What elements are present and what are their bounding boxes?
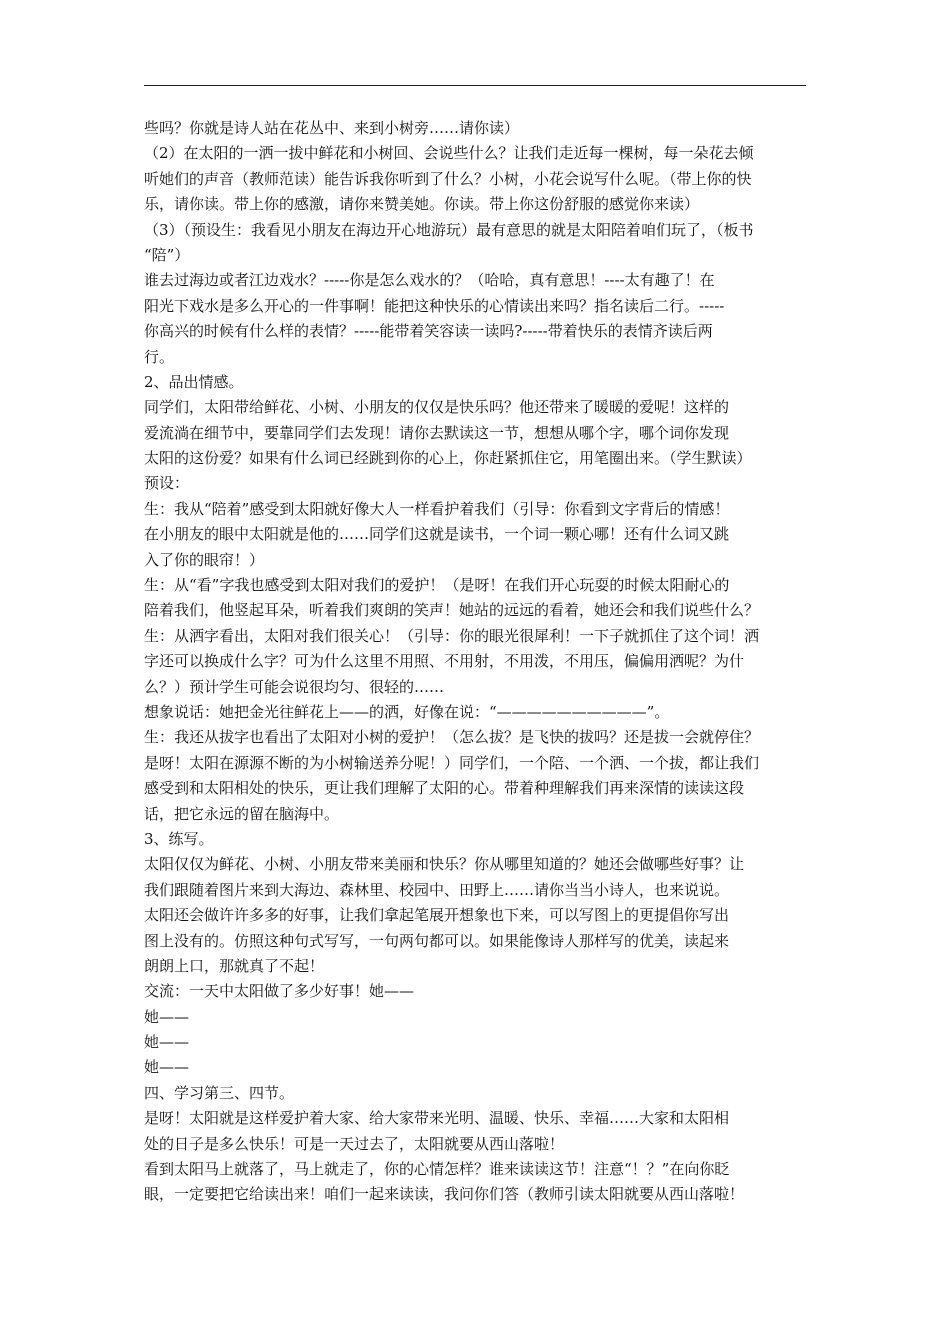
text-line: 些吗？你就是诗人站在花丛中、来到小树旁……请你读）	[144, 119, 520, 137]
text-line: 交流：一天中太阳做了多少好事！她——	[144, 982, 415, 1001]
text-line: 字还可以换成什么字？可为什么这里不用照、不用射，不用泼，不用压，偏偏用洒呢？为什	[144, 652, 745, 671]
text-line: 你高兴的时候有什么样的表情？-----能带着笑容读一读吗?-----带着快乐的表情齐读后两	[144, 322, 713, 341]
text-line: 图上没有的。仿照这种句式写写，一句两句都可以。如果能像诗人那样写的优美，读起来	[144, 931, 730, 950]
text-line: 谁去过海边或者江边戏水？-----你是怎么戏水的？（哈哈，真有意思！----太有趣了！在	[144, 271, 715, 290]
text-line: 朗朗上口，那就真了不起！	[144, 956, 325, 975]
text-line: 陪着我们，他竖起耳朵，听着我们爽朗的笑声！她站的远远的看着，她还会和我们说些什么？	[144, 601, 760, 620]
text-line: 行。	[144, 347, 175, 366]
text-line: 阳光下戏水是多么开心的一件事啊！能把这种快乐的心情读出来吗？指名读后二行。-----	[144, 296, 725, 315]
text-line: 感受到和太阳相处的快乐，更让我们理解了太阳的心。带着种理解我们再来深情的读读这段	[144, 779, 745, 798]
text-line: 我们跟随着图片来到大海边、森林里、校园中、田野上……请你当当小诗人，也来说说。	[144, 880, 730, 899]
document-body	[144, 116, 819, 1208]
text-line: 看到太阳马上就落了，马上就走了，你的心情怎样？谁来读读这节！注意“！？”在向你眨	[144, 1160, 730, 1179]
section-heading: 四、学习第三、四节。	[144, 1083, 295, 1102]
text-line: 么？）预计学生可能会说很均匀、很轻的……	[144, 677, 445, 696]
text-line: 太阳仅仅为鲜花、小树、小朋友带来美丽和快乐？你从哪里知道的？她还会做哪些好事？让	[144, 855, 745, 874]
text-line: 她——	[144, 1058, 190, 1077]
section-heading: 2、品出情感。	[144, 372, 244, 391]
text-line: 她——	[144, 1007, 190, 1026]
text-line: 处的日子是多么快乐！可是一天过去了，太阳就要从西山落啦！	[144, 1134, 565, 1153]
text-line: 生：我从“陪着”感受到太阳就好像大人一样看护着我们（引导：你看到文字背后的情感！	[144, 499, 730, 518]
text-line: 眼，一定要把它给读出来！咱们一起来读读，我问你们答（教师引读太阳就要从西山落啦！	[144, 1185, 745, 1204]
text-line: 是呀！太阳在源源不断的为小树输送养分呢！）同学们，一个陪、一个洒、一个拔，都让我们	[144, 753, 760, 772]
text-line: 预设：	[144, 474, 190, 493]
text-line: 入了你的眼帘！）	[144, 550, 265, 569]
text-line: 在小朋友的眼中太阳就是他的……同学们这就是读书，一个词一颗心哪！还有什么词又跳	[144, 525, 730, 544]
text-line: 太阳还会做许许多多的好事，让我们拿起笔展开想象也下来，可以写图上的更提倡你写出	[144, 906, 730, 925]
header-rule	[144, 85, 806, 86]
text-line: “陪”）	[144, 245, 190, 264]
text-line: （3）（预设生：我看见小朋友在海边开心地游玩）最有意思的就是太阳陪着咱们玩了，（板书	[144, 220, 754, 239]
text-line: 话，把它永远的留在脑海中。	[144, 804, 340, 823]
text-line: 生：我还从拔字也看出了太阳对小树的爱护！（怎么拔？是飞快的拔吗？还是拔一会就停住？	[144, 728, 760, 747]
text-line: 是呀！太阳就是这样爱护着大家、给大家带来光明、温暖、快乐、幸福……大家和太阳相	[144, 1109, 730, 1128]
text-line: 爱流淌在细节中，要靠同学们去发现！请你去默读这一节，想想从哪个字，哪个词你发现	[144, 423, 730, 442]
text-line: （2）在太阳的一洒一拔中鲜花和小树回、会说些什么？让我们走近每一棵树，每一朵花去倾	[144, 144, 754, 163]
text-line: 她——	[144, 1033, 190, 1052]
text-line: 太阳的这份爱？如果有什么词已经跳到你的心上，你赶紧抓住它，用笔圈出来。（学生默读）	[144, 449, 752, 468]
text-line: 想象说话：她把金光往鲜花上——的洒，好像在说：“——————————”。	[144, 702, 670, 721]
text-line: 乐，请你读。带上你的感激，请你来赞美她。你读。带上你这份舒服的感觉你来读）	[144, 195, 700, 214]
text-line: 同学们，太阳带给鲜花、小树、小朋友的仅仅是快乐吗？他还带来了暖暖的爱呢！这样的	[144, 398, 730, 417]
text-line: 生：从“看”字我也感受到太阳对我们的爱护！（是呀！在我们开心玩耍的时候太阳耐心的	[144, 576, 730, 595]
text-line: 生：从洒字看出，太阳对我们很关心！（引导：你的眼光很犀利！一下子就抓住了这个词！洒	[144, 626, 760, 645]
section-heading: 3、练写。	[144, 829, 214, 848]
text-line: 听她们的声音（教师范读）能告诉我你听到了什么？小树，小花会说写什么呢。（带上你的快	[144, 169, 752, 188]
